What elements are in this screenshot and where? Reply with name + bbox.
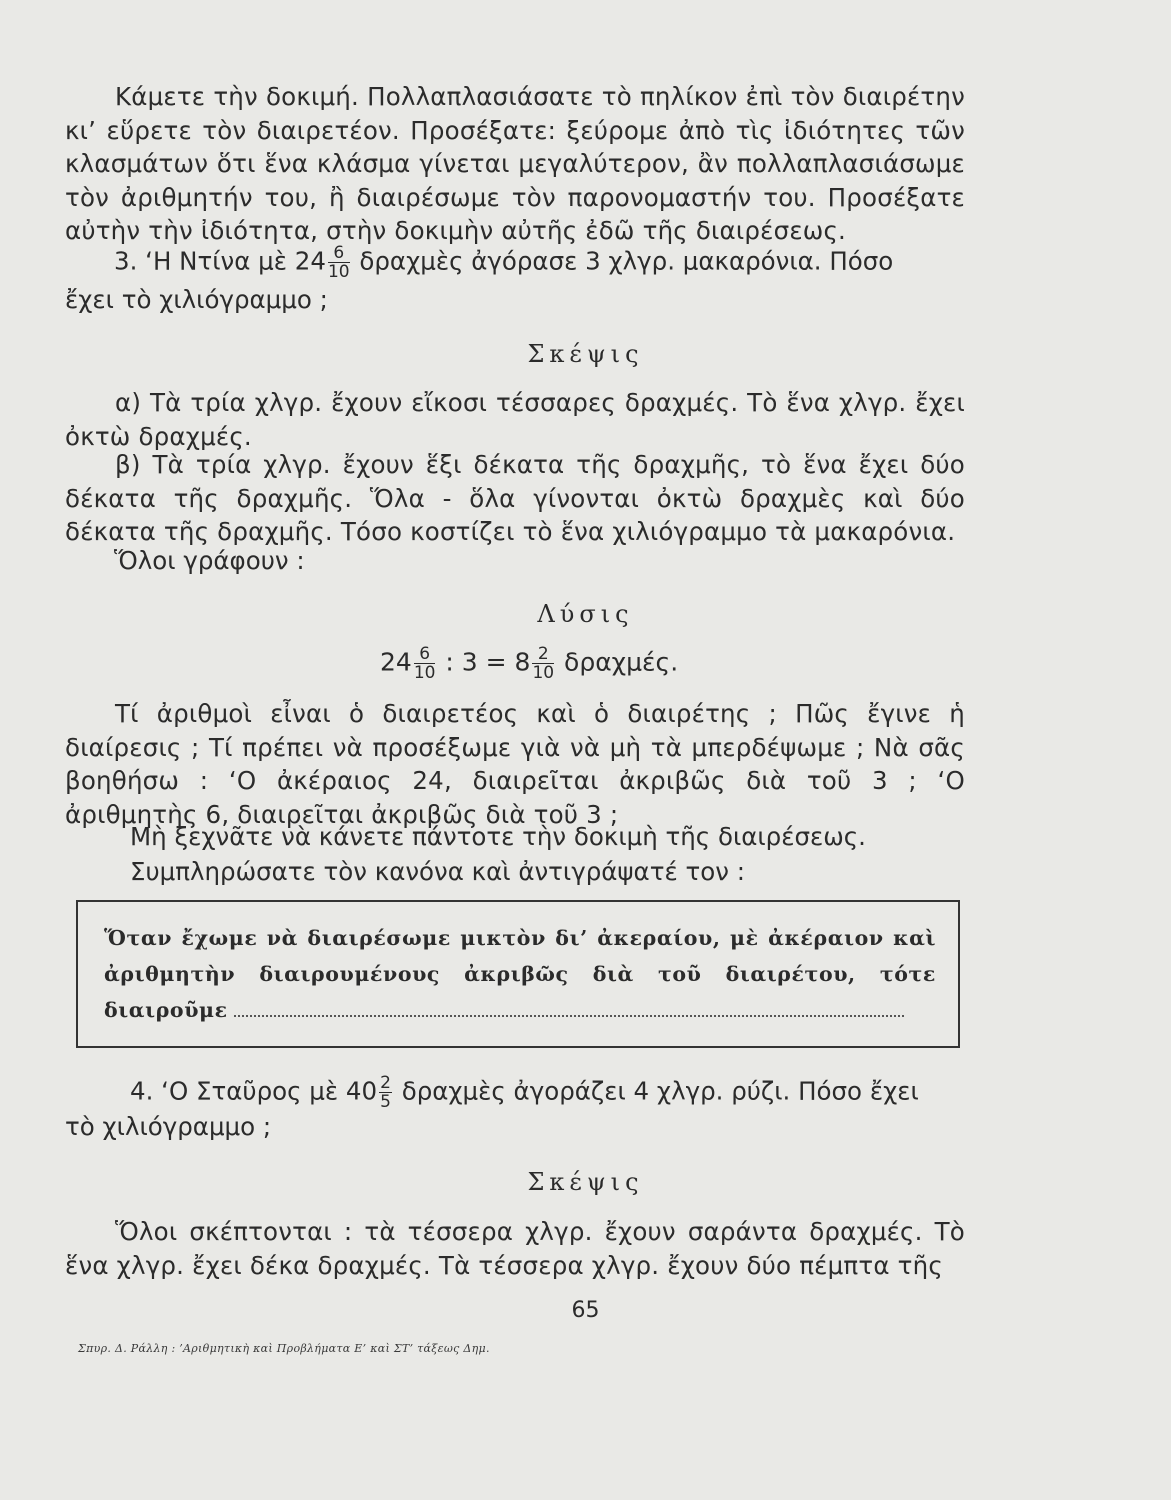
rule-text: Ὅταν ἔχωμε νὰ διαιρέσωμε μικτὸν δι’ ἀκεραίου, μὲ ἀκέραιον καὶ ἀριθμητὴν διαιρουμένους ἀκριβῶς διὰ τοῦ διαιρέτου, τότε (104, 926, 936, 986)
formula-num-2: 2 (532, 645, 554, 664)
formula-den-1: 10 (413, 663, 436, 683)
rule-last-word: διαιροῦμε (104, 998, 228, 1022)
problem-4-post: δραχμὲς ἀγοράζει 4 χλγρ. ρύζι. Πόσο ἔχει (401, 1076, 919, 1106)
footer-citation: Σπυρ. Δ. Ράλλη : ’Αριθμητικὴ καὶ Προβλήματα Ε’ καὶ ΣΤ’ τάξεως Δημ. (78, 1342, 490, 1355)
problem-4-line2: τὸ χιλιόγραμμο ; (65, 1112, 272, 1141)
formula-operator: : 3 = (445, 647, 507, 677)
skepsis-4-paragraph: Ὅλοι σκέπτονται : τὰ τέσσερα χλγρ. ἔχουν σαράντα δραχμές. Τὸ ἕνα χλγρ. ἔχει δέκα δραχμές. Τὰ τέσσερα χλγρ. ἔχουν δύο πέμπτα τῆς (65, 1217, 965, 1280)
formula-den-2: 10 (532, 663, 555, 683)
lysis-heading: Λύσις (537, 600, 634, 628)
rule-box (76, 900, 960, 1048)
problem-4-pre: 4. ‘Ο Σταῦρος μὲ 40 (130, 1076, 378, 1106)
problem-3-post: δραχμὲς ἀγόρασε 3 χλγρ. μακαρόνια. Πόσο (359, 246, 894, 276)
formula-num-1: 6 (414, 645, 436, 664)
problem-4-line1 (130, 1074, 919, 1111)
page-number: 65 (571, 1298, 600, 1323)
problem-3-line2: ἔχει τὸ χιλιόγραμμο ; (65, 285, 328, 314)
complete-rule-line: Συμπληρώσατε τὸν κανόνα καὶ ἀντιγράψατέ τον : (130, 857, 745, 886)
problem-3-frac-den: 10 (327, 262, 350, 282)
intro-paragraph: Κάμετε τὴν δοκιμή. Πολλαπλασιάσατε τὸ πηλίκον ἐπὶ τὸν διαιρέτην κι’ εὕρετε τὸν διαιρετέον. Προσέξατε: ξεύρομε ἀπὸ τὶς ἰδιότητες τῶν κλασμάτων ὅτι ἕνα κλάσμα γίνεται μεγαλύτερον, ἂν πολλαπλασιάσωμε τὸν ἀριθμητήν του, ἢ διαιρέσωμε τὸν παρονομαστήν του. Προσέξατε αὐτὴν τὴν ἰδιότητα, στὴν δοκιμὴν αὐτῆς ἐδῶ τῆς διαιρέσεως. (65, 82, 965, 245)
skepsis-heading-1: Σκέψις (527, 340, 644, 368)
problem-4-fraction (379, 1074, 392, 1111)
skepsis-3-point-b: β) Τὰ τρία χλγρ. ἔχουν ἕξι δέκατα τῆς δραχμῆς, τὸ ἕνα ἔχει δύο δέκατα τῆς δραχμῆς. Ὅλα - ὅλα γίνονται ὀκτὼ δραχμὲς καὶ δύο δέκατα τῆς δραχμῆς. Τόσο κοστίζει τὸ ἕνα χιλιόγραμμο τὰ μακαρόνια. (65, 450, 965, 546)
reminder-line: Μὴ ξεχνᾶτε νὰ κάνετε πάντοτε τὴν δοκιμὴ τῆς διαιρέσεως. (130, 822, 866, 851)
problem-3-pre: 3. ‘Η Ντίνα μὲ 24 (114, 246, 326, 276)
questions-paragraph: Τί ἀριθμοὶ εἶναι ὁ διαιρετέος καὶ ὁ διαιρέτης ; Πῶς ἔγινε ἡ διαίρεσις ; Τί πρέπει νὰ προσέξωμε γιὰ νὰ μὴ τὰ μπερδέψωμε ; Νὰ σᾶς βοηθήσω : ‘Ο ἀκέραιος 24, διαιρεῖται ἀκριβῶς διὰ τοῦ 3 ; ‘Ο ἀριθμητὴς 6, διαιρεῖται ἀκριβῶς διὰ τοῦ 3 ; (65, 699, 965, 829)
rule-text-block (104, 920, 936, 1028)
skepsis-3-point-a: α) Τὰ τρία χλγρ. ἔχουν εἴκοσι τέσσαρες δραχμές. Τὸ ἕνα χλγρ. ἔχει ὀκτὼ δραχμές. (65, 388, 965, 451)
solution-formula (380, 645, 678, 682)
formula-whole-2: 8 (514, 647, 531, 677)
formula-fraction-1 (414, 645, 436, 682)
skepsis-heading-2: Σκέψις (527, 1168, 644, 1196)
problem-4-frac-den: 5 (380, 1092, 391, 1112)
rule-blank-dotted-line[interactable] (234, 1015, 904, 1017)
formula-unit: δραχμές. (564, 647, 679, 677)
problem-3-frac-num: 6 (328, 244, 350, 263)
problem-3-line1 (114, 244, 893, 281)
problem-4-frac-num: 2 (380, 1073, 391, 1093)
all-write-line: Ὅλοι γράφουν : (114, 546, 305, 575)
formula-whole-1: 24 (380, 647, 412, 677)
problem-3-fraction (328, 244, 350, 281)
formula-fraction-2 (532, 645, 554, 682)
